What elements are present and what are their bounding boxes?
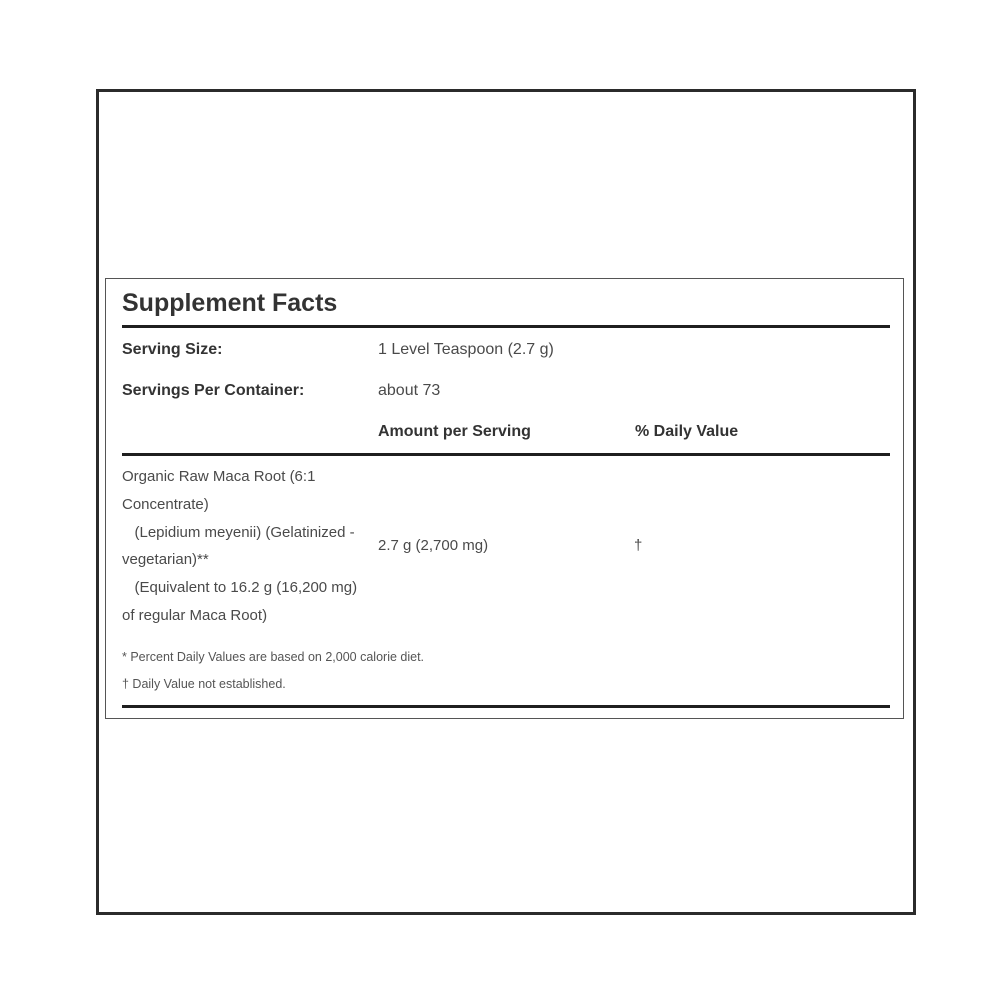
header-divider — [122, 453, 890, 456]
ingredient-line: Concentrate) — [122, 495, 209, 513]
amount-per-serving-header: Amount per Serving — [378, 423, 531, 440]
bottom-divider — [122, 705, 890, 708]
footnote-percent-daily-values: * Percent Daily Values are based on 2,000 calorie diet. — [122, 650, 425, 664]
title-divider — [122, 325, 890, 328]
panel-title: Supplement Facts — [122, 289, 338, 317]
ingredient-line: (Lepidium meyenii) (Gelatinized - — [122, 523, 355, 541]
ingredient-daily-value: † — [634, 537, 643, 554]
ingredient-amount: 2.7 g (2,700 mg) — [378, 537, 489, 554]
ingredient-line: Organic Raw Maca Root (6:1 — [122, 468, 316, 485]
ingredient-line: vegetarian)** — [122, 551, 209, 569]
servings-per-container-label: Servings Per Container: — [122, 382, 305, 399]
ingredient-line: (Equivalent to 16.2 g (16,200 mg) — [122, 579, 358, 597]
servings-per-container-value: about 73 — [378, 382, 441, 399]
ingredient-name — [122, 463, 378, 630]
serving-size-value: 1 Level Teaspoon (2.7 g) — [378, 341, 554, 358]
ingredient-line: of regular Maca Root) — [122, 606, 268, 624]
serving-size-label: Serving Size: — [122, 341, 223, 358]
daily-value-header: % Daily Value — [635, 423, 739, 440]
footnote-daily-value-not-established: † Daily Value not established. — [122, 677, 286, 691]
